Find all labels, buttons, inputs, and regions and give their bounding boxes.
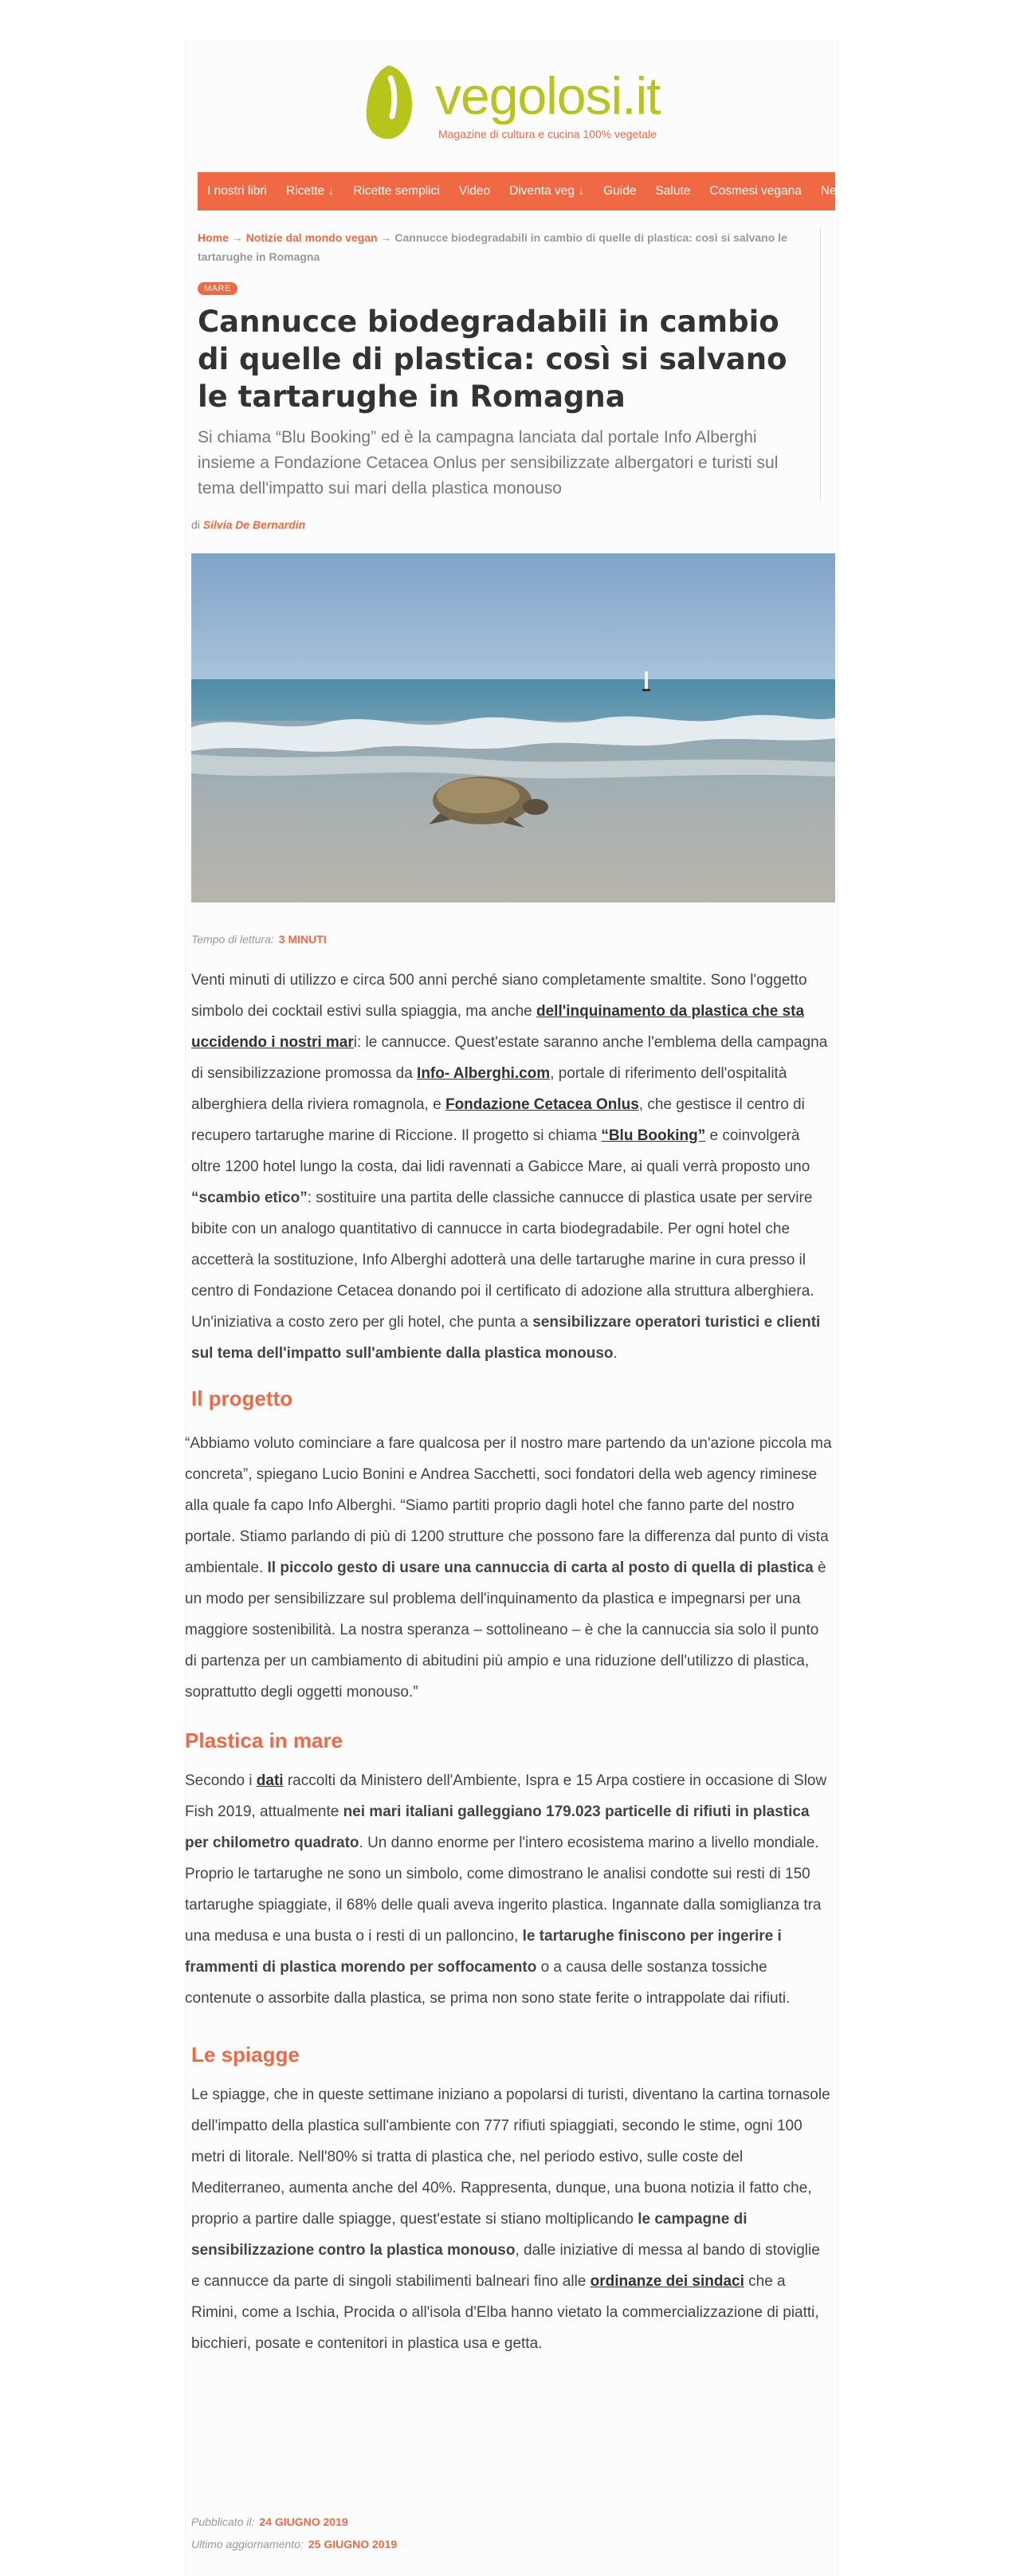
breadcrumb <box>198 228 787 266</box>
nav-item-news[interactable]: News <box>820 184 852 198</box>
article-subtitle: Si chiama “Blu Booking” ed è la campagna lanciata dal portale Info Alberghi insieme a Fondazione Cetacea Onlus per sensibilizzate albergatori e turisti sul tema dell'impatto sui mari della plastica monouso <box>198 428 779 498</box>
reading-time-value: 3 MINUTI <box>278 933 327 946</box>
paragraph-progetto: “Abbiamo voluto cominciare a fare qualcosa per il nostro mare partendo da un'azione piccola ma concreta”, spiegano Lucio Bonini e Andrea Sacchetti, soci fondatori della web agency riminese alla quale fa capo Info Alberghi. “Siamo partiti proprio dagli hotel che fanno parte del nostro portale. Stiamo parlando di più di 1200 strutture che possono fare la differenza dal punto di vista ambientale. Il piccolo gesto di usare una cannuccia di carta al posto di quella di plastica è un modo per sensibilizzare sul problema dell'inquinamento da plastica e impegnarsi per una maggiore sostenibilità. La nostra speranza – sottolineano – è che la cannuccia sia solo il punto di partenza per un cambiamento di abitudini più ampio e una riduzione dell'utilizzo di plastica, soprattutto degli oggetti monouso.” <box>185 1435 832 1701</box>
leaf-drop-icon <box>363 64 414 140</box>
heading-il-progetto: Il progetto <box>191 1386 293 1410</box>
paragraph-spiagge: Le spiagge, che in queste settimane iniziano a popolarsi di turisti, diventano la cartina tornasole dell'impatto della plastica sull'ambiente con 777 rifiuti spiaggiati, secondo le stime, ogni 100 metri di litorale. Nell'80% si tratta di plastica che, nel periodo estivo, sulle coste del Mediterraneo, aumenta anche del 40%. Rappresenta, dunque, una buona notizia il fatto che, proprio a partire dalle spiagge, quest'estate si stiano moltiplicando le campagne di sensibilizzazione contro la plastica monouso, dalle iniziative di messa al bando di stoviglie e cannucce da parte di singoli stabilimenti balneari fino alle ordinanze dei sindaci che a Rimini, come a Ischia, Procida o all'isola d'Elba hanno vietato la commercializzazione di piatti, bicchieri, posate e contenitori in plastica usa e getta. <box>191 2086 830 2352</box>
logo-tagline: Magazine di cultura e cucina 100% vegetale <box>438 128 657 140</box>
link-ordinanze-sindaci[interactable]: ordinanze dei sindaci <box>590 2273 744 2290</box>
article-body <box>185 965 838 2359</box>
nav-item-diventa-veg[interactable]: Diventa veg ↓ <box>509 184 585 198</box>
byline <box>191 518 305 531</box>
nav-item-ricette[interactable]: Ricette ↓ <box>285 184 335 198</box>
site-logo[interactable] <box>363 57 698 145</box>
paragraph-plastica: Secondo i dati raccolti da Ministero dell'Ambiente, Ispra e 15 Arpa costiere in occasione di Slow Fish 2019, attualmente nei mari italiani galleggiano 179.023 particelle di rifiuti in plastica per chilometro quadrato. Un danno enorme per l'intero ecosistema marino a livello mondiale. Proprio le tartarughe ne sono un simbolo, come dimostrano le analisi condotte sui resti di 150 tartarughe spiaggiate, il 68% delle quali aveva ingerito plastica. Ingannate dalla somiglianza tra una medusa e una busta o i resti di un palloncino, le tartarughe finiscono per ingerire i frammenti di plastica morendo per soffocamento o a causa delle sostanza tossiche contenute o assorbite dalla plastica, se prima non sono state ferite o intrappolate dai rifiuti. <box>185 1772 827 2007</box>
link-info-alberghi[interactable]: Info- Alberghi.com <box>417 1065 551 1082</box>
author-link[interactable]: Silvia De Bernardin <box>202 518 306 531</box>
heading-le-spiagge: Le spiagge <box>191 2043 300 2067</box>
link-dati[interactable]: dati <box>256 1772 284 1789</box>
nav-item-cosmesi[interactable]: Cosmesi vegana <box>709 184 802 198</box>
hero-image-turtle-beach <box>191 553 835 903</box>
category-badge[interactable]: MARE <box>198 282 237 295</box>
breadcrumb-category[interactable]: Notizie dal mondo vegan <box>245 231 378 244</box>
nav-item-video[interactable]: Video <box>458 184 491 198</box>
nav-item-guide[interactable]: Guide <box>603 184 637 198</box>
nav-item-salute[interactable]: Salute <box>655 184 691 198</box>
logo-wordmark: vegolosi.it <box>435 66 661 125</box>
breadcrumb-home[interactable]: Home <box>198 231 229 244</box>
breadcrumb-separator: → <box>231 231 243 244</box>
article-header <box>198 228 821 501</box>
reading-time <box>191 933 327 946</box>
nav-item-libri[interactable]: I nostri libri <box>207 184 267 198</box>
article-dates <box>191 2511 397 2555</box>
updated-label: Ultimo aggiornamento: <box>191 2538 304 2550</box>
byline-prefix: di <box>191 518 200 531</box>
main-nav <box>198 172 852 210</box>
paragraph-intro: Venti minuti di utilizzo e circa 500 anni perché siano completamente smaltite. Sono l'oggetto simbolo dei cocktail estivi sulla spiaggia, ma anche dell'inquinamento da plastica che sta uccidendo i nostri mari: le cannucce. Quest'estate saranno anche l'emblema della campagna di sensibilizzazione promossa da Info- Alberghi.com, portale di riferimento dell'ospitalità alberghiera della riviera romagnola, e Fondazione Cetacea Onlus, che gestisce il centro di recupero tartarughe marine di Riccione. Il progetto si chiama “Blu Booking” e coinvolgerà oltre 1200 hotel lungo la costa, dai lidi ravennati a Gabicce Mare, ai quali verrà proposto uno “scambio etico”: sostituire una partita delle classiche cannucce di plastica usate per servire bibite con un analogo quantitativo di cannucce in carta biodegradabile. Per ogni hotel che accetterà la sostituzione, Info Alberghi adotterà una delle tartarughe marine in cura presso il centro di Fondazione Cetacea donando poi il certificato di adozione alla struttura alberghiera. Un'iniziativa a costo zero per gli hotel, che punta a sensibilizzare operatori turistici e clienti sul tema dell'impatto sull'ambiente dalla plastica monouso. <box>191 972 828 1362</box>
link-blu-booking[interactable]: “Blu Booking” <box>601 1127 706 1144</box>
updated-date: 25 GIUGNO 2019 <box>308 2538 398 2550</box>
link-inquinamento[interactable]: dell'inquinamento da plastica che sta uccidendo i nostri mar <box>191 1003 805 1051</box>
breadcrumb-current: Cannucce biodegradabili in cambio di quelle di plastica: così si salvano le tartarughe in Romagna <box>198 231 787 263</box>
page-title: Cannucce biodegradabili in cambio di quelle di plastica: così si salvano le tartarughe in Romagna <box>198 305 787 414</box>
breadcrumb-separator: → <box>380 231 392 244</box>
nav-item-ricette-semplici[interactable]: Ricette semplici <box>353 184 440 198</box>
heading-plastica-in-mare: Plastica in mare <box>185 1728 343 1752</box>
published-label: Pubblicato il: <box>191 2515 255 2528</box>
reading-time-label: Tempo di lettura: <box>191 933 274 946</box>
link-fondazione-cetacea[interactable]: Fondazione Cetacea Onlus <box>445 1096 639 1113</box>
published-date: 24 GIUGNO 2019 <box>259 2515 348 2528</box>
